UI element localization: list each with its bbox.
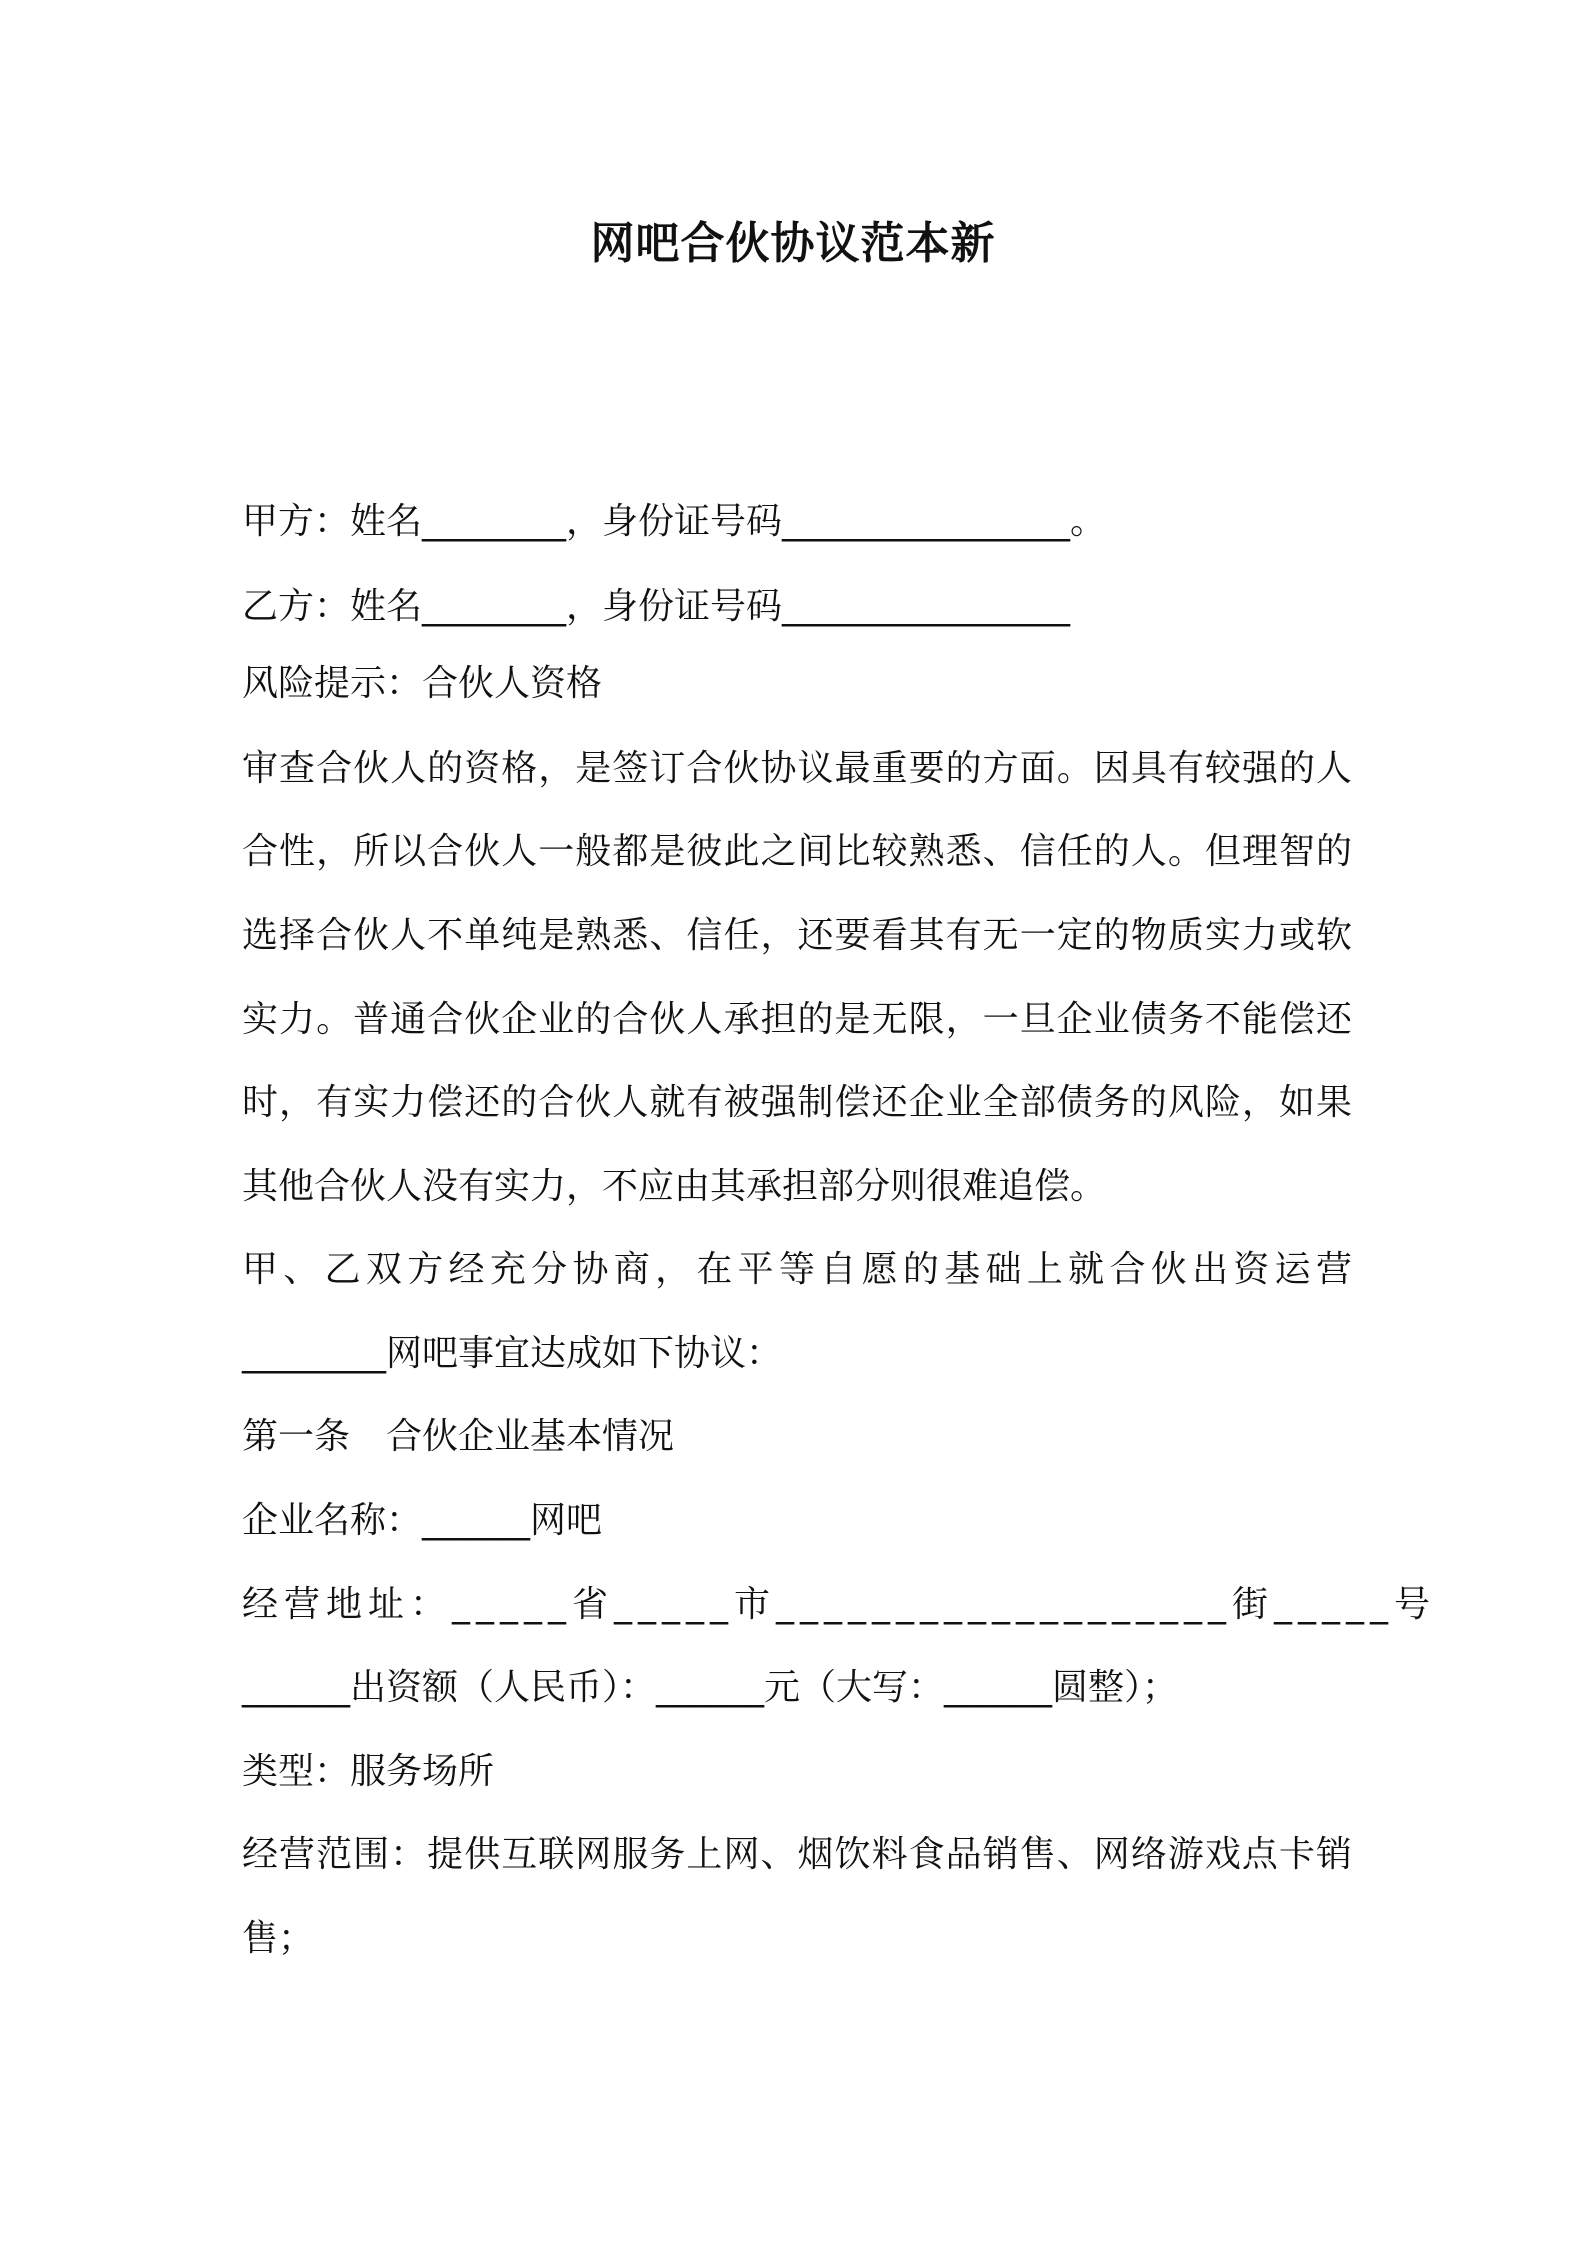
party-b-line: 乙方：姓名________，身份证号码________________	[242, 586, 1071, 627]
type-line: 类型：服务场所	[242, 1751, 495, 1792]
business-scope-line: 经营范围：提供互联网服务上网、烟饮料食品销售、网络游戏点卡销	[242, 1834, 1352, 1875]
paragraph-line: 审查合伙人的资格，是签订合伙协议最重要的方面。因具有较强的人	[242, 748, 1352, 789]
paragraph-line: 其他合伙人没有实力，不应由其承担部分则很难追偿。	[242, 1166, 1107, 1207]
paragraph-line: 实力。普通合伙企业的合伙人承担的是无限，一旦企业债务不能偿还	[242, 999, 1352, 1040]
risk-tip-heading: 风险提示：合伙人资格	[242, 663, 603, 704]
business-scope-line: 售；	[242, 1918, 315, 1959]
paragraph-line: 合性，所以合伙人一般都是彼此之间比较熟悉、信任的人。但理智的	[242, 831, 1352, 872]
company-name-line: 企业名称：______网吧	[242, 1500, 603, 1541]
agreement-intro-line: 甲、乙双方经充分协商，在平等自愿的基础上就合伙出资运营	[242, 1249, 1352, 1290]
party-a-line: 甲方：姓名________，身份证号码________________。	[242, 501, 1107, 542]
article-one-heading: 第一条 合伙企业基本情况	[242, 1416, 675, 1457]
paragraph-line: 时，有实力偿还的合伙人就有被强制偿还企业全部债务的风险，如果	[242, 1082, 1352, 1123]
capital-line: ______出资额（人民币）：______元（大写：______圆整）；	[242, 1667, 1179, 1708]
paragraph-line: 选择合伙人不单纯是熟悉、信任，还要看其有无一定的物质实力或软	[242, 915, 1352, 956]
agreement-intro-line: ________网吧事宜达成如下协议：	[242, 1333, 783, 1374]
document-title: 网吧合伙协议范本新	[590, 218, 996, 269]
business-address-line: 经营地址：_____省_____市___________________街_____号	[242, 1584, 1437, 1625]
